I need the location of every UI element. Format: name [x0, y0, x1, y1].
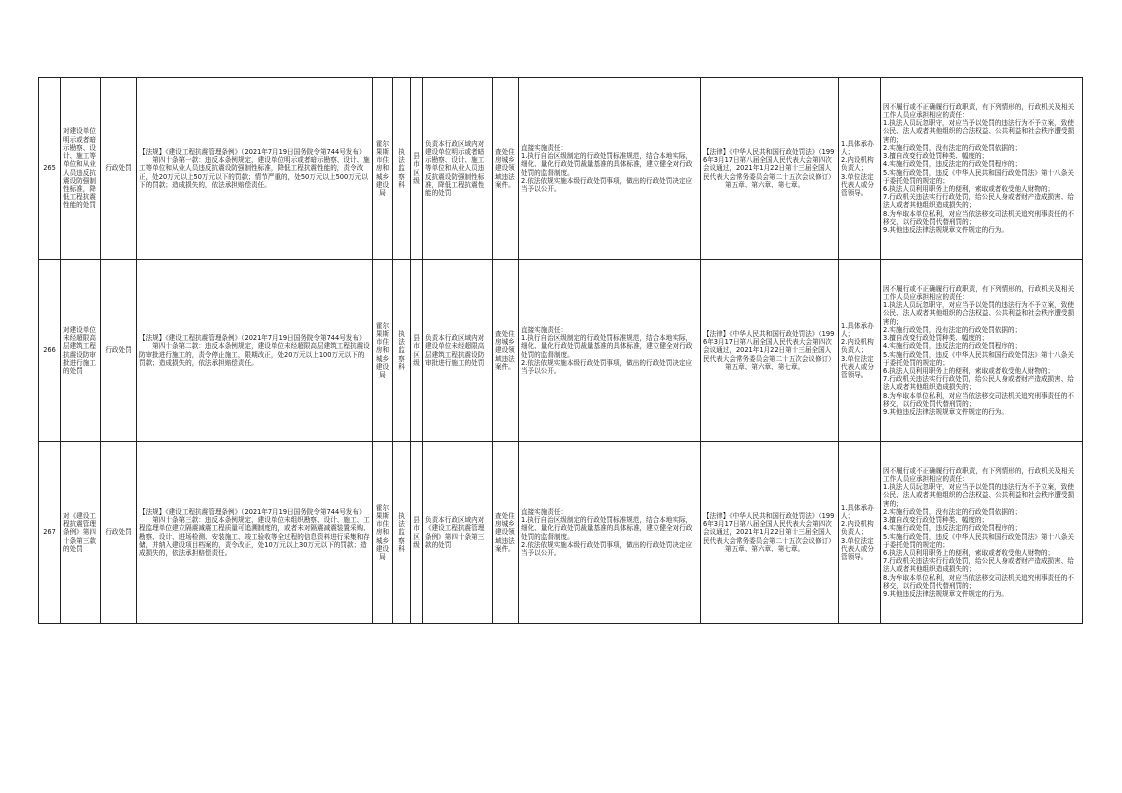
fault-line: 5.实施行政处罚，违反《中华人民共和国行政处罚法》第十八条关于委托处罚的规定的；	[883, 532, 1074, 549]
sub-line: 2.依法依规实施本级行政处罚事项，做出的行政处罚决定应当予以公开。	[521, 540, 693, 557]
no-line: 266	[43, 346, 56, 355]
implementation-responsibility	[519, 260, 701, 442]
fault-line: 7.行政机关违法实行行政处罚，给公民人身或者财产造成损害、给法人或者其他组织造成损失的；	[883, 375, 1074, 392]
implementation-responsibility	[519, 442, 701, 624]
subject-line: 3.单位法定代表人或分管领导。	[841, 536, 874, 561]
responsibility-table	[38, 77, 1083, 624]
duty-description	[423, 442, 493, 624]
executing-unit	[393, 442, 411, 624]
item-type	[101, 442, 137, 624]
fault-line: 9.其他违反法律法规规章文件规定的行为。	[883, 225, 1008, 234]
fault-line: 9.其他违反法律法规规章文件规定的行为。	[883, 589, 1008, 598]
duty-description	[423, 78, 493, 260]
admin-level	[411, 442, 423, 624]
fault-line: 5.实施行政处罚，违反《中华人民共和国行政处罚法》第十八条关于委托处罚的规定的；	[883, 350, 1074, 367]
fault-line: 2.实施行政处罚，没有法定的行政处罚依据的；	[883, 507, 1022, 516]
fault-circumstances	[881, 442, 1083, 624]
fault-line: 3.擅自改变行政处罚种类、幅度的；	[883, 152, 989, 161]
sub-line: 直接实施责任：	[521, 507, 568, 516]
name-line: 对建设单位明示或者暗示勘察、设计、施工等单位和从业人员违反抗震设防强制性标准，降低工程抗震性能的处罚	[63, 127, 96, 210]
fault-line: 1.执法人员玩忽职守，对应当予以处罚的违法行为不予立案，致使公民、法人或者其他组织的合法权益、公共利益和社会秩序遭受损害的；	[883, 119, 1075, 144]
responsibility-scope	[493, 78, 519, 260]
fault-circumstances	[881, 260, 1083, 442]
fault-line: 6.执法人员利用职务上的便利，索取或者收受他人财物的；	[883, 184, 1055, 193]
basis-line: 第四十条第一款：违反本条例规定，建设单位明示或者暗示勘察、设计、施工等单位和从业人员违反抗震设防强制性标准，降低工程抗震性能的，责令改正，处20万元以上50万元以下的罚款；情节严重的，处50万元以上500万元以下的罚款；造成损失的，依法承担赔偿责任。	[139, 156, 370, 189]
fault-line: 7.行政机关违法实行行政处罚，给公民人身或者财产造成损害、给法人或者其他组织造成损失的；	[883, 557, 1074, 574]
fault-line: 5.实施行政处罚，违反《中华人民共和国行政处罚法》第十八条关于委托处罚的规定的；	[883, 168, 1074, 185]
type-line: 行政处罚	[105, 164, 132, 173]
level-line: 县市区级	[413, 152, 420, 185]
sub-line: 1.执行自治区级制定的行政处罚标准规范，结合本地实际，细化、量化行政处罚裁量基准的具体标准，建立健全对行政处罚的监督制度。	[521, 152, 693, 177]
fault-line: 1.执法人员玩忽职守，对应当予以处罚的违法行为不予立案，致使公民、法人或者其他组织的合法权益、公共利益和社会秩序遭受损害的；	[883, 483, 1075, 508]
duty-line: 负责本行政区域内对建设单位未经超限高层建筑工程抗震设防审批进行施工的处罚	[425, 334, 485, 367]
basis-line: 第四十条第二款：违反本条例规定，建设单位未经超限高层建筑工程抗震设防审批进行施工的，责令停止施工，限期改正，处20万元以上100万元以下的罚款；造成损失的，依法承担赔偿责任。	[139, 342, 370, 367]
law-text: 【法律】《中华人民共和国行政处罚法》（1996年3月17日第八届全国人民代表大会第四次会议通过，2021年1月22日第十三届全国人民代表大会常务委员会第二十五次会议修订）	[703, 511, 835, 545]
dept-line: 霍尔果斯市住房和城乡建设局	[375, 503, 390, 561]
duty-description	[423, 260, 493, 442]
type-line: 行政处罚	[105, 528, 132, 537]
sub-line: 2.依法依规实施本级行政处罚事项，做出的行政处罚决定应当予以公开。	[521, 176, 693, 193]
table-row	[39, 78, 1083, 260]
fault-circumstances	[881, 78, 1083, 260]
fault-line: 因不履行或不正确履行行政职责，有下列情形的，行政机关及相关工作人员应承担相应的责任：	[883, 466, 1075, 484]
fault-line: 3.擅自改变行政处罚种类、幅度的；	[883, 334, 989, 343]
table-row	[39, 260, 1083, 442]
law-articles: 第五章、第六章、第七章。	[725, 362, 805, 371]
subject-line: 2.内设机构负责人；	[841, 156, 874, 173]
name-line: 对《建设工程抗震管理条例》第四十条第三款的处罚	[63, 511, 96, 553]
fault-line: 1.执法人员玩忽职守，对应当予以处罚的违法行为不予立案，致使公民、法人或者其他组织的合法权益、公共利益和社会秩序遭受损害的；	[883, 301, 1075, 326]
resp-line: 查处住房城乡建设领域违法案件。	[495, 329, 515, 371]
department	[373, 78, 393, 260]
fault-line: 2.实施行政处罚，没有法定的行政处罚依据的；	[883, 325, 1022, 334]
legal-basis	[137, 78, 373, 260]
item-name	[61, 260, 101, 442]
sub-line: 直接实施责任：	[521, 325, 568, 334]
item-name	[61, 78, 101, 260]
exec-line: 执法监察科	[398, 147, 405, 189]
fault-line: 9.其他违反法律法规规章文件规定的行为。	[883, 407, 1008, 416]
basis-line: 【法规】《建设工程抗震管理条例》（2021年7月19日国务院令第744号发布）	[139, 334, 366, 343]
name-line: 对建设单位未经超限高层建筑工程抗震设防审批进行施工的处罚	[63, 325, 96, 375]
exec-line: 执法监察科	[398, 511, 405, 553]
sub-line: 2.依法依规实施本级行政处罚事项，做出的行政处罚决定应当予以公开。	[521, 358, 693, 375]
fault-line: 4.实施行政处罚，违反法定的行政处罚程序的；	[883, 342, 1022, 351]
fault-line: 7.行政机关违法实行行政处罚，给公民人身或者财产造成损害、给法人或者其他组织造成损失的；	[883, 193, 1074, 210]
admin-level	[411, 260, 423, 442]
law-text: 【法律】《中华人民共和国行政处罚法》（1996年3月17日第八届全国人民代表大会第四次会议通过，2021年1月22日第十三届全国人民代表大会常务委员会第二十五次会议修订）	[703, 147, 835, 181]
item-type	[101, 260, 137, 442]
executing-unit	[393, 78, 411, 260]
item-name	[61, 442, 101, 624]
responsible-subject	[839, 78, 881, 260]
law-text: 【法律】《中华人民共和国行政处罚法》（1996年3月17日第八届全国人民代表大会第四次会议通过，2021年1月22日第十三届全国人民代表大会常务委员会第二十五次会议修订）	[703, 329, 835, 363]
department	[373, 442, 393, 624]
row-number	[39, 78, 61, 260]
duty-line: 负责本行政区域内对《建设工程抗震管理条例》第四十条第三款的处罚	[425, 516, 485, 549]
subject-line: 3.单位法定代表人或分管领导。	[841, 354, 874, 379]
fault-line: 3.擅自改变行政处罚种类、幅度的；	[883, 516, 989, 525]
subject-line: 1.具体承办人；	[841, 503, 874, 520]
law-articles: 第五章、第六章、第七章。	[725, 544, 805, 553]
no-line: 267	[43, 528, 56, 537]
responsibility-scope	[493, 442, 519, 624]
item-type	[101, 78, 137, 260]
sub-line: 1.执行自治区级制定的行政处罚标准规范，结合本地实际，细化、量化行政处罚裁量基准的具体标准，建立健全对行政处罚的监督制度。	[521, 516, 693, 541]
fault-line: 8.为牟取本单位私利，对应当依法移交司法机关追究刑事责任的不移交，以行政处罚代替刑罚的；	[883, 391, 1074, 408]
fault-line: 6.执法人员利用职务上的便利，索取或者收受他人财物的；	[883, 366, 1055, 375]
fault-line: 因不履行或不正确履行行政职责，有下列情形的，行政机关及相关工作人员应承担相应的责任：	[883, 284, 1075, 302]
dept-line: 霍尔果斯市住房和城乡建设局	[375, 321, 390, 379]
fault-line: 4.实施行政处罚，违反法定的行政处罚程序的；	[883, 524, 1022, 533]
duty-line: 负责本行政区域内对建设单位明示或者暗示勘察、设计、施工等单位和从业人员违反抗震设防强制性标准，降低工程抗震性能的处罚	[425, 139, 485, 197]
implementation-responsibility	[519, 78, 701, 260]
executing-unit	[393, 260, 411, 442]
responsibility-scope	[493, 260, 519, 442]
resp-line: 查处住房城乡建设领域违法案件。	[495, 147, 515, 189]
basis-line: 第四十条第三款：违反本条例规定，建设单位未组织勘察、设计、施工、工程监理单位建立隔震减震工程质量可追溯制度的，或者未对隔震减震装置采购、勘察、设计、进场检测、安装施工、竣工验收等全过程的信息资料进行采集和存储，并纳入建设项目档案的，责令改正，处10万元以上30万元以下的罚款；造成损失的，依法承担赔偿责任。	[139, 516, 370, 557]
legal-basis	[137, 442, 373, 624]
type-line: 行政处罚	[105, 346, 132, 355]
basis-line: 【法规】《建设工程抗震管理条例》（2021年7月19日国务院令第744号发布）	[139, 507, 366, 516]
level-line: 县市区级	[413, 334, 420, 367]
sub-line: 1.执行自治区级制定的行政处罚标准规范，结合本地实际，细化、量化行政处罚裁量基准的具体标准，建立健全对行政处罚的监督制度。	[521, 334, 693, 359]
basis-line: 【法规】《建设工程抗震管理条例》（2021年7月19日国务院令第744号发布）	[139, 147, 366, 156]
subject-line: 3.单位法定代表人或分管领导。	[841, 172, 874, 197]
accountability-law	[701, 442, 839, 624]
no-line: 265	[43, 164, 56, 173]
subject-line: 1.具体承办人；	[841, 139, 874, 156]
law-articles: 第五章、第六章、第七章。	[725, 180, 805, 189]
responsible-subject	[839, 260, 881, 442]
sub-line: 直接实施责任：	[521, 143, 568, 152]
subject-line: 2.内设机构负责人；	[841, 520, 874, 537]
admin-level	[411, 78, 423, 260]
row-number	[39, 442, 61, 624]
fault-line: 6.执法人员利用职务上的便利，索取或者收受他人财物的；	[883, 548, 1055, 557]
legal-basis	[137, 260, 373, 442]
fault-line: 2.实施行政处罚，没有法定的行政处罚依据的；	[883, 143, 1022, 152]
subject-line: 2.内设机构负责人；	[841, 338, 874, 355]
accountability-law	[701, 260, 839, 442]
accountability-law	[701, 78, 839, 260]
dept-line: 霍尔果斯市住房和城乡建设局	[375, 139, 390, 197]
fault-line: 8.为牟取本单位私利，对应当依法移交司法机关追究刑事责任的不移交，以行政处罚代替刑罚的；	[883, 209, 1074, 226]
fault-line: 8.为牟取本单位私利，对应当依法移交司法机关追究刑事责任的不移交，以行政处罚代替刑罚的；	[883, 573, 1074, 590]
subject-line: 1.具体承办人；	[841, 321, 874, 338]
fault-line: 因不履行或不正确履行行政职责，有下列情形的，行政机关及相关工作人员应承担相应的责任：	[883, 102, 1075, 120]
fault-line: 4.实施行政处罚，违反法定的行政处罚程序的；	[883, 160, 1022, 169]
department	[373, 260, 393, 442]
row-number	[39, 260, 61, 442]
responsible-subject	[839, 442, 881, 624]
resp-line: 查处住房城乡建设领域违法案件。	[495, 511, 515, 553]
level-line: 县市区级	[413, 516, 420, 549]
table-row	[39, 442, 1083, 624]
exec-line: 执法监察科	[398, 329, 405, 371]
